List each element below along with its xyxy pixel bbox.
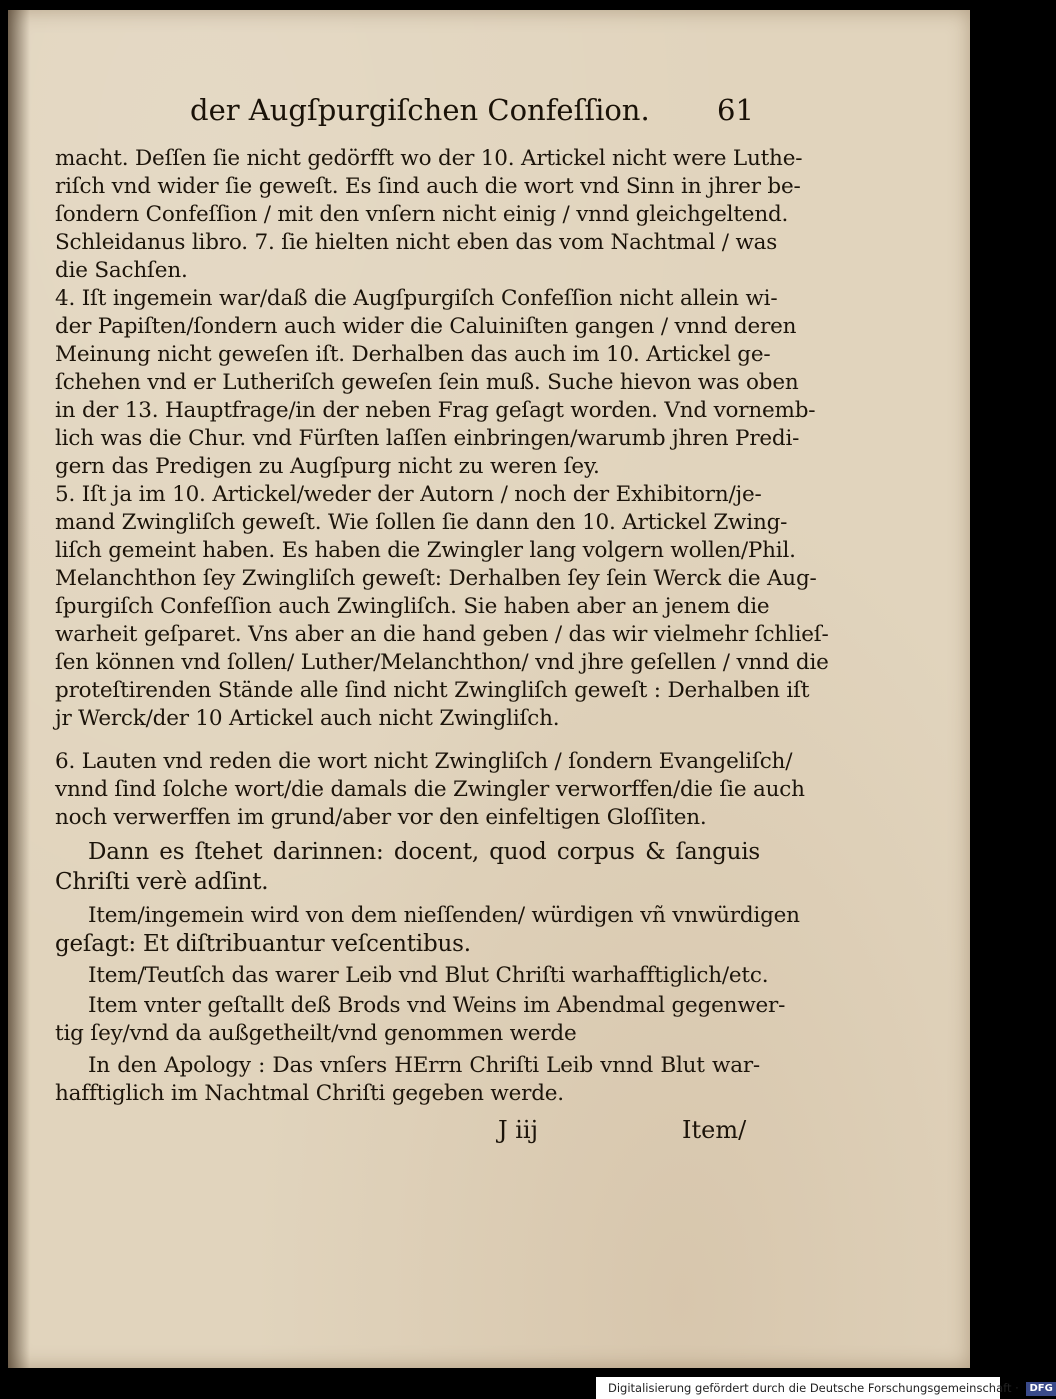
text-line: jr Werck/der 10 Artickel auch nicht Zwingliſch. (55, 706, 560, 731)
text-line: proteſtirenden Stände alle ſind nicht Zwingliſch geweſt : Derhalben iſt (55, 678, 810, 703)
text-line: die Sachſen. (55, 258, 188, 283)
text-line: macht. Deſſen ſie nicht gedörfft wo der 10. Artickel nicht were Luthe- (55, 146, 803, 171)
text-line: geſagt: Et diſtribuantur veſcentibus. (55, 931, 471, 957)
text-line: In den Apology : Das vnſers HErrn Chriſti Leib vnnd Blut war- (88, 1053, 760, 1078)
text-line: Melanchthon ſey Zwingliſch geweſt: Derhalben ſey ſein Werck die Aug- (55, 566, 817, 591)
page-gutter-shadow (8, 10, 30, 1368)
text-line: liſch gemeint haben. Es haben die Zwingler lang volgern wollen/Phil. (55, 538, 796, 563)
text-line: lich was die Chur. vnd Fürſten laſſen einbringen/warumb jhren Predi- (55, 426, 800, 451)
running-title: der Augſpurgiſchen Confeſſion. (190, 93, 650, 127)
text-line: Item/ingemein wird von dem nieſſenden/ würdigen vñ vnwürdigen (88, 903, 800, 928)
text-line: ſchehen vnd er Lutheriſch geweſen ſein muß. Suche hievon was oben (55, 370, 799, 395)
text-line: mand Zwingliſch geweſt. Wie ſollen ſie dann den 10. Artickel Zwing- (55, 510, 788, 535)
text-line: Item vnter geſtallt deß Brods vnd Weins im Abendmal gegenwer- (88, 993, 786, 1018)
text-line: Item/Teutſch das warer Leib vnd Blut Chriſti warhafftiglich/etc. (88, 963, 769, 988)
text-line: gern das Predigen zu Augſpurg nicht zu weren ſey. (55, 454, 600, 479)
text-line: hafftiglich im Nachtmal Chriſti gegeben werde. (55, 1081, 564, 1106)
catchword: Item/ (682, 1116, 747, 1144)
text-line: 6. Lauten vnd reden die wort nicht Zwingliſch / ſondern Evangeliſch/ (55, 749, 793, 774)
text-line: 5. Iſt ja im 10. Artickel/weder der Autorn / noch der Exhibitorn/je- (55, 482, 762, 507)
text-line: vnnd ſind ſolche wort/die damals die Zwingler verworffen/die ſie auch (55, 777, 805, 802)
digitization-footer (596, 1377, 1053, 1399)
signature-mark: J iij (498, 1116, 539, 1144)
folio-number: 61 (717, 93, 754, 127)
footer-credit-text: Digitalisierung gefördert durch die Deutsche Forschungsgemeinschaft · (608, 1381, 1019, 1395)
dfg-logo-icon: DFG (1026, 1382, 1055, 1396)
text-line: der Papiſten/ſondern auch wider die Caluiniſten gangen / vnnd deren (55, 314, 797, 339)
text-line: noch verwerffen im grund/aber vor den einfeltigen Gloſſiten. (55, 805, 707, 830)
text-line: in der 13. Hauptfrage/in der neben Frag geſagt worden. Vnd vornemb- (55, 398, 816, 423)
text-line: tig ſey/vnd da außgetheilt/vnd genommen werde (55, 1021, 577, 1046)
text-line: Dann es ſtehet darinnen: docent, quod corpus & ſanguis (88, 839, 760, 865)
text-line: ſen können vnd ſollen/ Luther/Melanchthon/ vnd jhre geſellen / vnnd die (55, 650, 829, 675)
text-line: ſondern Confeſſion / mit den vnſern nicht einig / vnnd gleichgeltend. (55, 202, 789, 227)
text-line: Chriſti verè adſint. (55, 869, 269, 895)
text-line: Meinung nicht geweſen iſt. Derhalben das auch im 10. Artickel ge- (55, 342, 771, 367)
text-line: Schleidanus libro. 7. ſie hielten nicht eben das vom Nachtmal / was (55, 230, 778, 255)
text-line: warheit geſparet. Vns aber an die hand geben / das wir vielmehr ſchlieſ- (55, 622, 829, 647)
text-line: 4. Iſt ingemein war/daß die Augſpurgiſch Confeſſion nicht allein wi- (55, 286, 778, 311)
text-line: ſpurgiſch Confeſſion auch Zwingliſch. Sie haben aber an jenem die (55, 594, 770, 619)
text-line: riſch vnd wider ſie geweſt. Es ſind auch die wort vnd Sinn in jhrer be- (55, 174, 801, 199)
